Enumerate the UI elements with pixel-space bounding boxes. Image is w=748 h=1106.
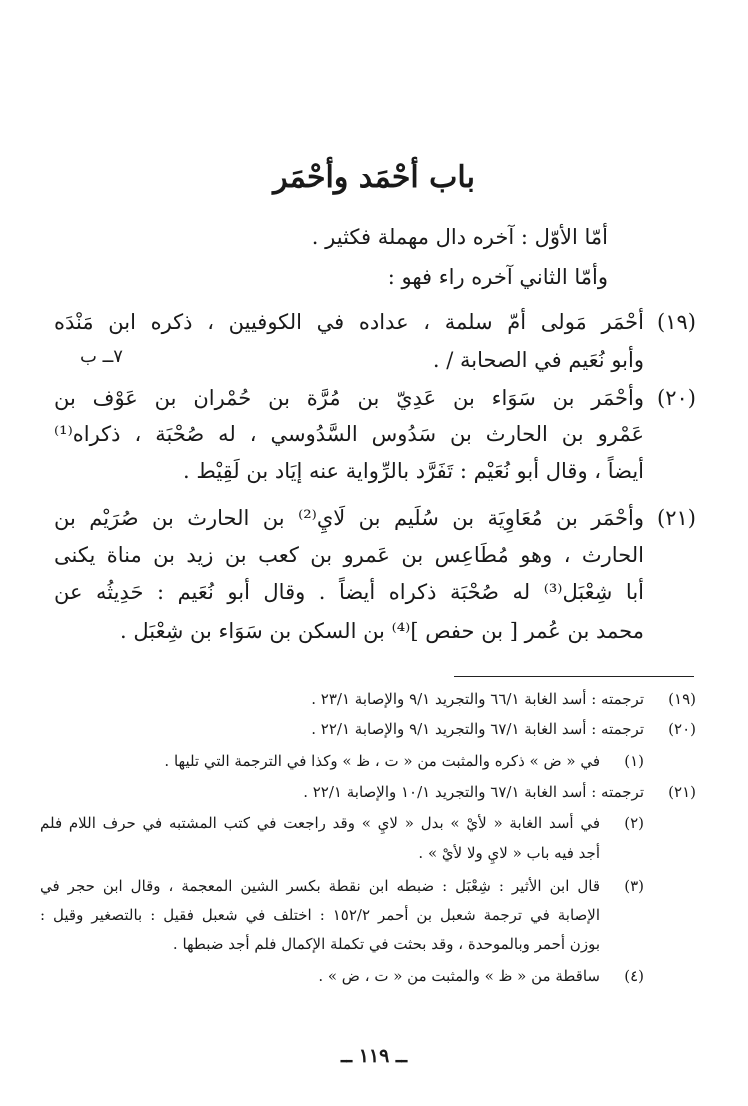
footnote-number-20: (٢٠) (668, 720, 696, 738)
entry-21-line-1: وأحْمَر بن مُعَاوِيَة بن سُلَيم بن لَايِ⁽²⁾ بن الحارث بن صُرَيْم بن (54, 506, 644, 530)
footnote-19-text: ترجمته : أسد الغابة ٦٦/١ والتجريد ٩/١ والإصابة ٢٣/١ . (311, 690, 644, 708)
note-1-text: في « ض » ذكره والمثبت من « ت ، ظ » وكذا في الترجمة التي تليها . (164, 752, 600, 770)
note-number-2: (٢) (624, 814, 644, 832)
footnote-separator (454, 676, 694, 677)
chapter-title: باب أحْمَد وأحْمَر (273, 160, 475, 195)
footnote-21-text: ترجمته : أسد الغابة ٦٧/١ والتجريد ١٠/١ والإصابة ٢٢/١ . (303, 783, 644, 801)
note-2-line-2: أجد فيه باب « لايِ ولا لأيْ » . (418, 844, 600, 862)
footnote-number-19: (١٩) (668, 690, 696, 708)
note-4-text: ساقطة من « ظ » والمثبت من « ت ، ض » . (318, 967, 600, 985)
entry-20-line-3: أيضاً ، وقال أبو نُعَيْم : تَفَرَّد بالرِّواية عنه إيَاد بن لَقِيْط . (183, 459, 644, 483)
entry-number-20: (٢٠) (657, 386, 696, 410)
margin-folio-note: ٧ــ ب (80, 346, 123, 367)
footnote-20-text: ترجمته : أسد الغابة ٦٧/١ والتجريد ٩/١ والإصابة ٢٢/١ . (311, 720, 644, 738)
entry-21-line-3: أبا شِعْبَل⁽³⁾ له صُحْبَة ذكراه أيضاً . وقال أبو نُعَيم : حَدِيثُه عن (54, 580, 644, 604)
entry-19-line-1: أحْمَر مَولى أمّ سلمة ، عداده في الكوفيين ، ذكره ابن مَنْدَه (54, 310, 644, 334)
entry-20-line-1: وأحْمَر بن سَوَاء بن عَدِيّ بن مُرَّة بن حُمْران بن عَوْف بن (54, 386, 644, 410)
note-3-line-1: قال ابن الأثير : شِعْبَل : ضبطه ابن نقطة بكسر الشين المعجمة ، وقال ابن حجر في (40, 877, 600, 895)
entry-21-line-2: الحارث ، وهو مُطَاعِس بن عَمرو بن كعب بن زيد بن مناة يكنى (54, 543, 644, 567)
entry-number-21: (٢١) (657, 506, 696, 530)
page-number: ــ ١١٩ ــ (340, 1045, 408, 1067)
footnote-number-21: (٢١) (668, 783, 696, 801)
note-2-line-1: في أسد الغابة « لأيْ » بدل « لايِ » وقد راجعت في كتب المشتبه في حرف اللام فلم (40, 814, 600, 832)
note-number-1: (١) (624, 752, 644, 770)
note-number-3: (٣) (624, 877, 644, 895)
entry-20-line-2: عَمْرو بن الحارث بن سَدُوس السَّدُوسي ، له صُحْبَة ، ذكراه⁽¹⁾ (54, 422, 644, 446)
entry-19-line-2: وأبو نُعَيم في الصحابة / . (432, 348, 644, 372)
intro-line-first: أمّا الأوّل : آخره دال مهملة فكثير . (311, 225, 608, 249)
entry-number-19: (١٩) (657, 310, 696, 334)
intro-line-second: وأمّا الثاني آخره راء فهو : (387, 265, 608, 289)
note-3-line-2: الإصابة في ترجمة شعبل بن أحمر ١٥٢/٢ : اختلف في شعبل فقيل : بالتصغير وقيل : (40, 906, 601, 924)
entry-21-line-4: محمد بن عُمر [ بن حفص ]⁽⁴⁾ بن السكن بن سَوَاء بن شِعْبَل . (120, 619, 644, 643)
note-3-line-3: بوزن أحمر وبالموحدة ، وقد بحثت في تكملة الإكمال فلم أجد ضبطها . (172, 935, 600, 953)
note-number-4: (٤) (624, 967, 644, 985)
